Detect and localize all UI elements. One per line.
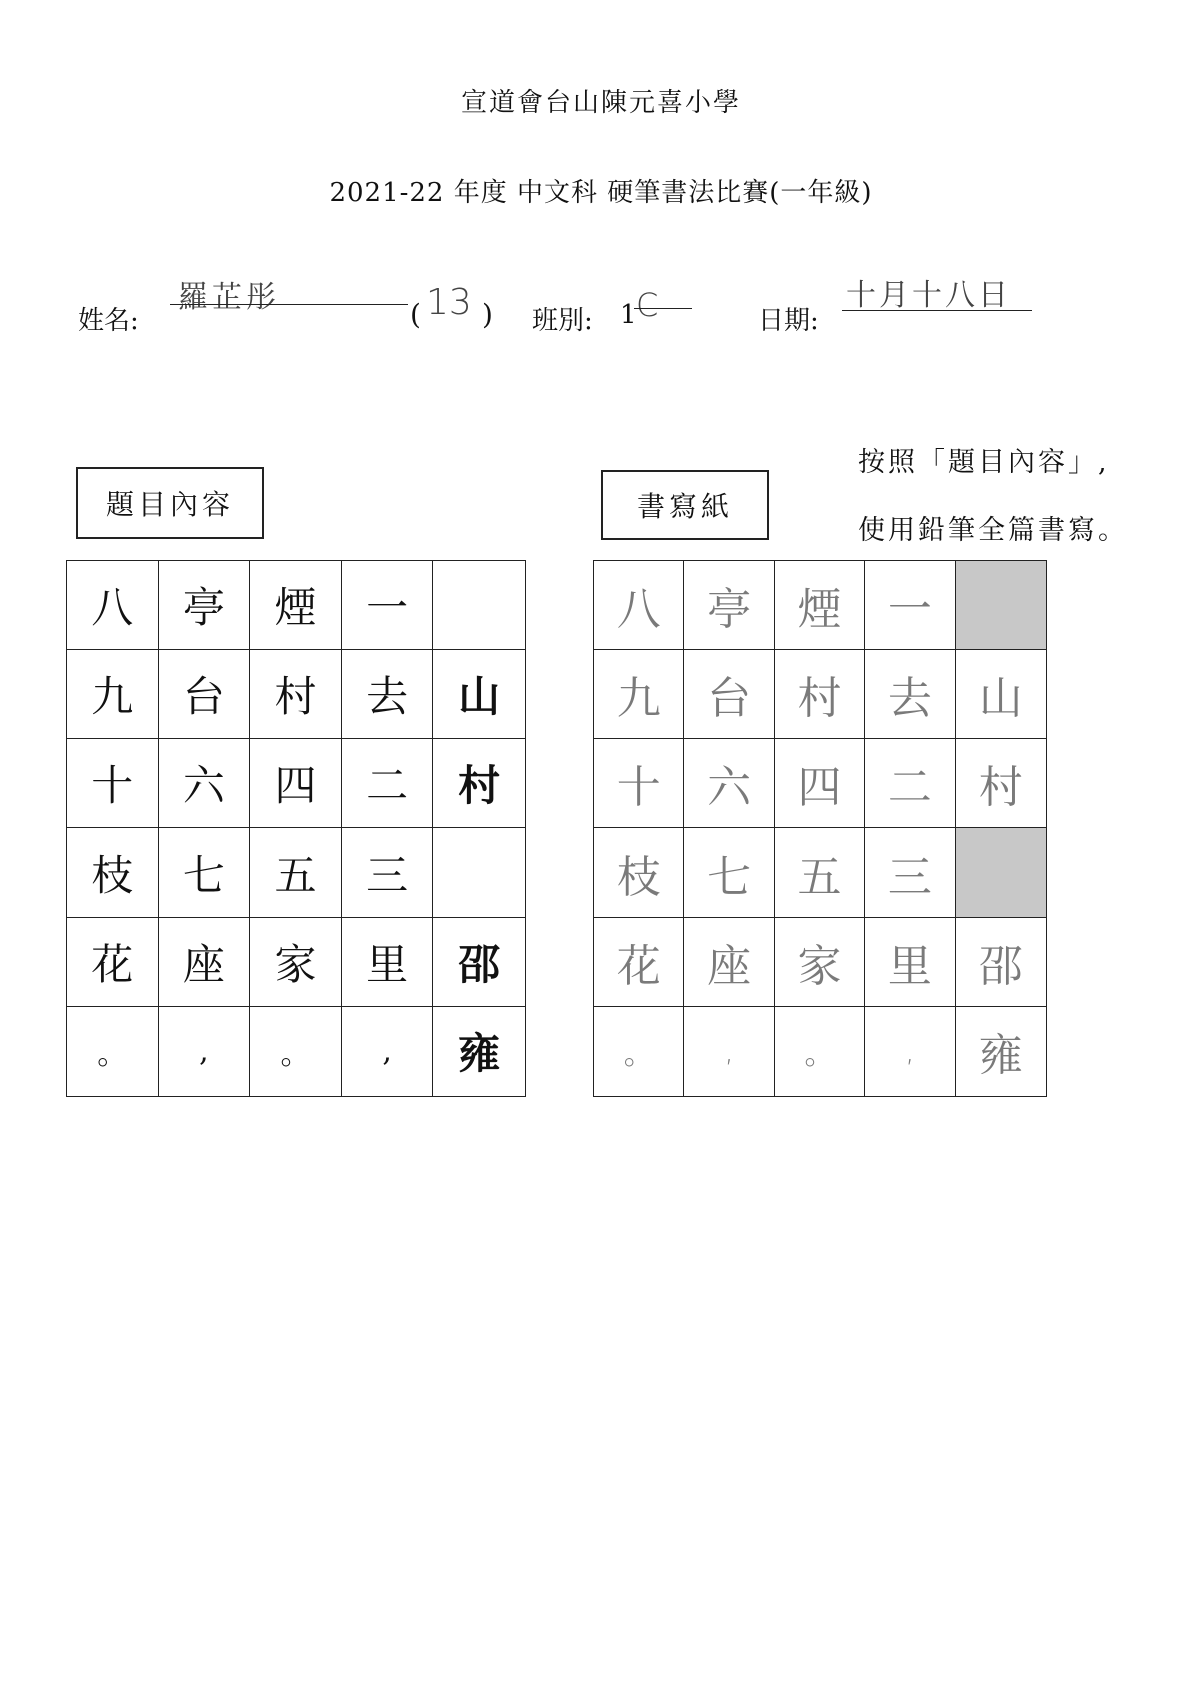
paren-close: ) (482, 298, 493, 331)
writing-grid-cell: 七 (684, 828, 774, 917)
model-grid-cell: 座 (159, 918, 251, 1007)
model-grid-cell: 九 (67, 650, 159, 739)
model-grid-cell: 十 (67, 739, 159, 828)
writing-grid-cell: 九 (594, 650, 684, 739)
writing-grid (593, 560, 1047, 1097)
date-underline (842, 310, 1032, 311)
model-grid-cell: 三 (342, 828, 434, 917)
writing-grid-cell: 邵 (956, 918, 1046, 1007)
model-grid-cell (433, 561, 525, 650)
writing-grid-cell (956, 561, 1046, 650)
model-grid-cell: , (342, 1007, 434, 1096)
instruction-line-1: 按照「題目內容」, (858, 447, 1110, 478)
model-grid-cell: 山 (433, 650, 525, 739)
writing-grid-cell: 村 (775, 650, 865, 739)
student-info-row (0, 278, 1202, 350)
model-grid-cell: 枝 (67, 828, 159, 917)
writing-grid-cell: , (865, 1007, 955, 1096)
writing-grid-cell: 四 (775, 739, 865, 828)
writing-grid-cell: 五 (775, 828, 865, 917)
writing-grid-cell: 里 (865, 918, 955, 1007)
model-grid-cell: 五 (250, 828, 342, 917)
writing-grid-cell: 八 (594, 561, 684, 650)
model-grid-cell: 亭 (159, 561, 251, 650)
instruction-line-2: 使用鉛筆全篇書寫。 (858, 515, 1128, 546)
writing-grid-cell: 村 (956, 739, 1046, 828)
class-printed: 1 (620, 300, 637, 330)
writing-grid-cell (956, 828, 1046, 917)
writing-grid-cell: 花 (594, 918, 684, 1007)
class-number-value: 13 (426, 282, 472, 323)
class-underline (634, 308, 692, 309)
model-grid-cell: 去 (342, 650, 434, 739)
writing-label: 書寫紙 (636, 490, 733, 523)
model-grid-cell: 台 (159, 650, 251, 739)
name-label: 姓名: (78, 306, 139, 336)
name-underline (170, 304, 408, 305)
model-grid-cell: 雍 (458, 1029, 501, 1079)
writing-grid-cell: 十 (594, 739, 684, 828)
writing-grid-cell: , (684, 1007, 774, 1096)
class-label: 班別: (532, 306, 593, 336)
school-name: 宣道會台山陳元喜小學 (460, 88, 741, 118)
model-label-box (76, 467, 264, 539)
writing-grid-cell: 煙 (775, 561, 865, 650)
writing-grid-cell: 六 (684, 739, 774, 828)
writing-grid-cell: 枝 (594, 828, 684, 917)
writing-grid-cell: 台 (684, 650, 774, 739)
model-grid-cell: 花 (67, 918, 159, 1007)
model-grid-cell: 家 (250, 918, 342, 1007)
writing-grid-cell: 亭 (684, 561, 774, 650)
writing-grid-cell: 雍 (978, 1030, 1023, 1082)
model-grid-cell: 四 (250, 739, 342, 828)
writing-grid-cell: 山 (956, 650, 1046, 739)
model-grid-cell: 。 (67, 1007, 159, 1096)
model-grid-cell: 里 (342, 918, 434, 1007)
model-grid-cell: 二 (342, 739, 434, 828)
writing-grid-cell: 座 (684, 918, 774, 1007)
model-grid-cell: 村 (433, 739, 525, 828)
model-grid-cell (433, 828, 525, 917)
model-grid-cell: 一 (342, 561, 434, 650)
model-grid-cell: 村 (250, 650, 342, 739)
model-grid-cell: 。 (250, 1007, 342, 1096)
model-grid-cell: 邵 (433, 918, 525, 1007)
date-value: 十月十八日 (846, 278, 1011, 313)
name-value: 羅芷彤 (178, 280, 280, 315)
model-label: 題目內容 (105, 488, 234, 521)
writing-grid-cell: 一 (865, 561, 955, 650)
model-grid-cell: , (159, 1007, 251, 1096)
writing-grid-cell: 家 (775, 918, 865, 1007)
writing-grid-cell: 。 (775, 1007, 865, 1096)
writing-grid-cell: 。 (594, 1007, 684, 1096)
writing-label-box (601, 470, 769, 540)
class-value: C (636, 286, 659, 324)
model-grid (66, 560, 526, 1097)
paren-open: ( (410, 298, 421, 331)
date-label: 日期: (758, 306, 819, 336)
model-grid-cell: 八 (67, 561, 159, 650)
model-grid-cell: 七 (159, 828, 251, 917)
model-grid-cell: 煙 (250, 561, 342, 650)
contest-title: 2021-22 年度 中文科 硬筆書法比賽(一年級) (329, 178, 873, 208)
model-grid-cell: 六 (159, 739, 251, 828)
writing-grid-cell: 三 (865, 828, 955, 917)
writing-grid-cell: 去 (865, 650, 955, 739)
writing-grid-cell: 二 (865, 739, 955, 828)
